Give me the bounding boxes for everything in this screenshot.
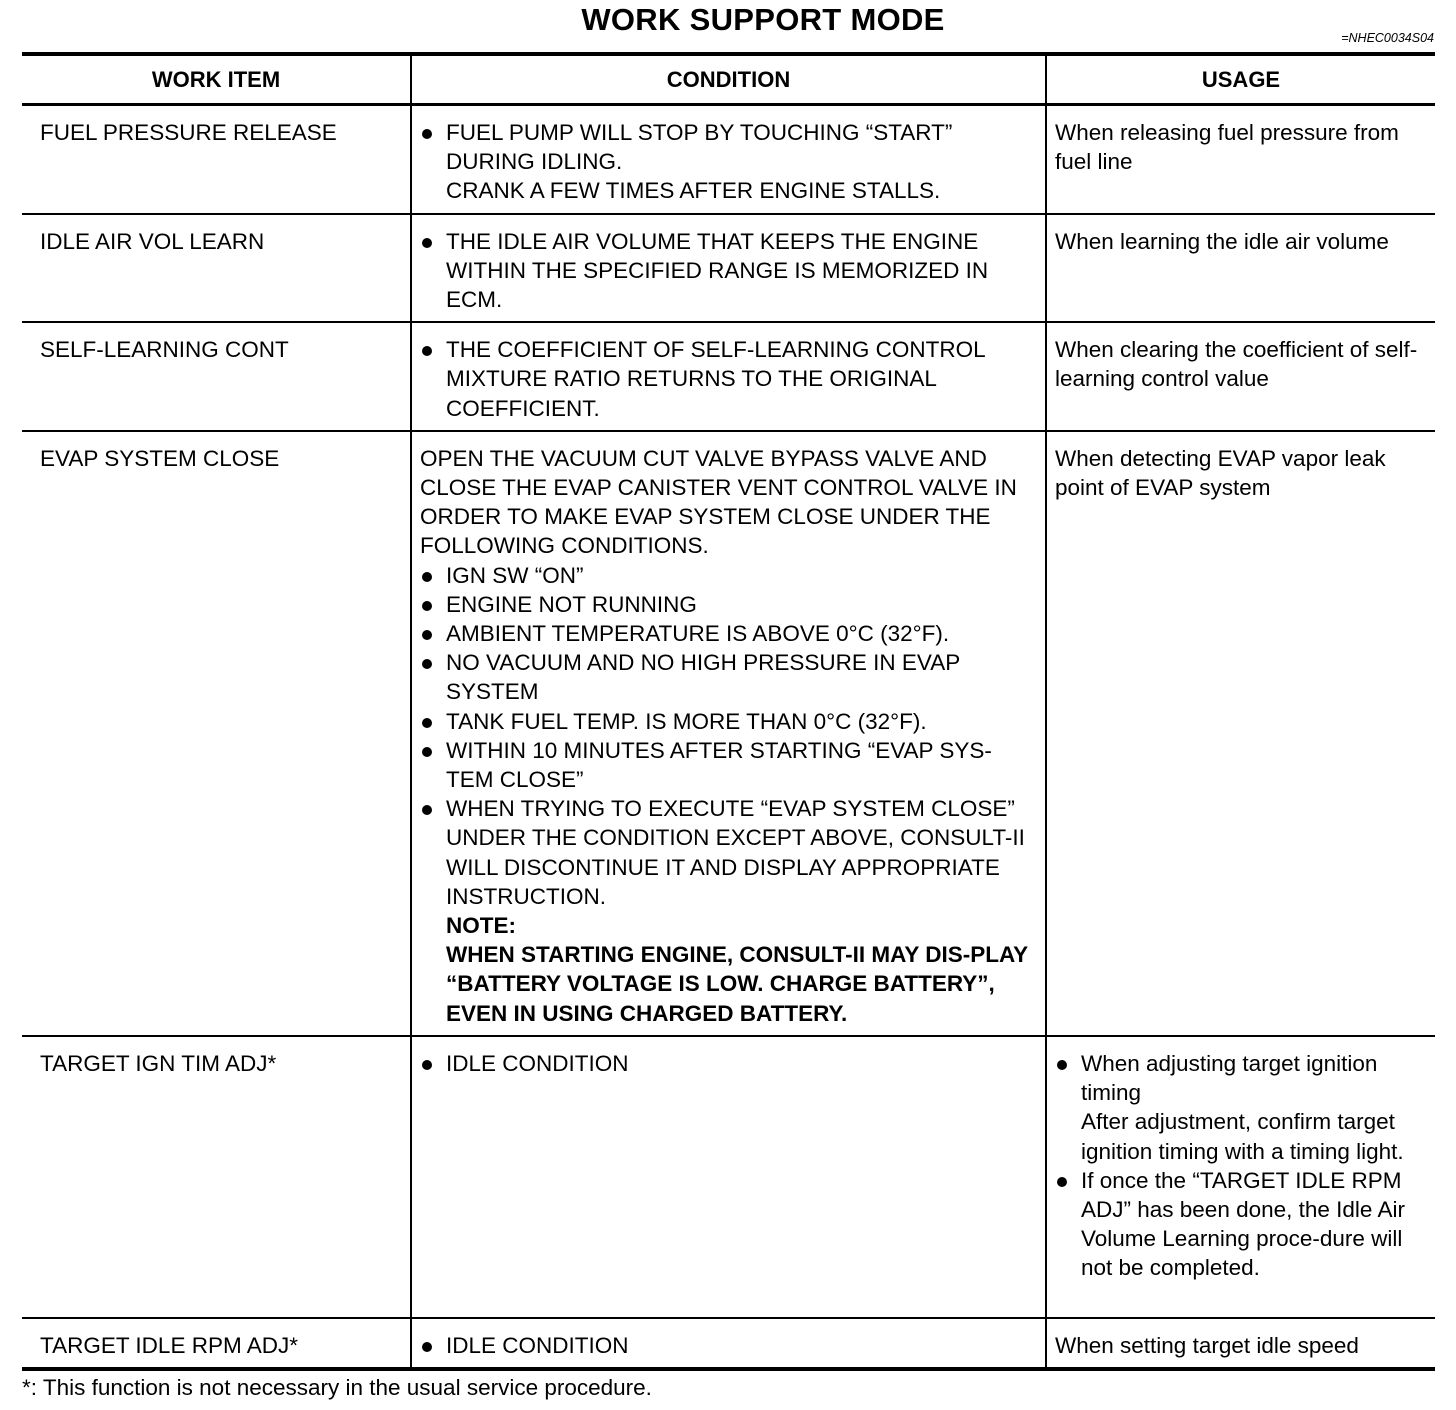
- work-item-cell: TARGET IDLE RPM ADJ*: [22, 1318, 411, 1369]
- condition-bullet: ENGINE NOT RUNNING: [420, 590, 1035, 619]
- usage-cell: When clearing the coefficient of self-learning control value: [1046, 322, 1435, 431]
- usage-cell: When setting target idle speed: [1046, 1318, 1435, 1369]
- condition-cell: [411, 322, 1046, 431]
- work-item-cell: EVAP SYSTEM CLOSE: [22, 431, 411, 1036]
- table-row: [22, 322, 1435, 431]
- page-title: WORK SUPPORT MODE: [581, 2, 945, 37]
- usage-cell: [1046, 1036, 1435, 1318]
- condition-cell: [411, 431, 1046, 1036]
- header-usage: USAGE: [1046, 54, 1435, 105]
- header-condition: CONDITION: [411, 54, 1046, 105]
- condition-intro: OPEN THE VACUUM CUT VALVE BYPASS VALVE AND CLOSE THE EVAP CANISTER VENT CONTROL VALVE IN ORDER TO MAKE EVAP SYSTEM CLOSE UNDER THE FOLLOWING CONDITIONS.: [420, 445, 1017, 559]
- condition-bullet: FUEL PUMP WILL STOP BY TOUCHING “START” DURING IDLING. CRANK A FEW TIMES AFTER ENGINE STALLS.: [420, 118, 1035, 206]
- condition-bullet: WITHIN 10 MINUTES AFTER STARTING “EVAP SYS-TEM CLOSE”: [420, 736, 1035, 794]
- condition-bullet: AMBIENT TEMPERATURE IS ABOVE 0°C (32°F).: [420, 619, 1035, 648]
- condition-bullet: THE IDLE AIR VOLUME THAT KEEPS THE ENGINE WITHIN THE SPECIFIED RANGE IS MEMORIZED IN ECM.: [420, 227, 1035, 315]
- condition-bullet: THE COEFFICIENT OF SELF-LEARNING CONTROL MIXTURE RATIO RETURNS TO THE ORIGINAL COEFFICIENT.: [420, 335, 1035, 423]
- condition-bullet: IDLE CONDITION: [420, 1331, 1035, 1360]
- usage-cell: When detecting EVAP vapor leak point of EVAP system: [1046, 431, 1435, 1036]
- table-row: [22, 431, 1435, 1036]
- condition-bullet: NO VACUUM AND NO HIGH PRESSURE IN EVAP SYSTEM: [420, 648, 1035, 706]
- table-row: [22, 1318, 1435, 1369]
- usage-bullet: When adjusting target ignition timing After adjustment, confirm target ignition timing with a timing light.: [1055, 1049, 1425, 1166]
- work-item-cell: FUEL PRESSURE RELEASE: [22, 105, 411, 214]
- footnote: *: This function is not necessary in the usual service procedure.: [22, 1375, 652, 1400]
- table-row: [22, 1036, 1435, 1318]
- header-work-item: WORK ITEM: [22, 54, 411, 105]
- work-support-table: [22, 52, 1435, 1371]
- note-text: WHEN STARTING ENGINE, CONSULT-II MAY DIS-PLAY “BATTERY VOLTAGE IS LOW. CHARGE BATTERY”, EVEN IN USING CHARGED BATTERY.: [446, 942, 1028, 1026]
- table-row: [22, 214, 1435, 323]
- condition-bullet: IDLE CONDITION: [420, 1049, 1035, 1078]
- condition-bullet: WHEN TRYING TO EXECUTE “EVAP SYSTEM CLOSE” UNDER THE CONDITION EXCEPT ABOVE, CONSULT-II WILL DISCONTINUE IT AND DISPLAY APPROPRIATE INSTRUCTION. NOTE: WHEN STARTING ENGINE, CONSULT-II MAY DIS-PLAY “BATTERY VOLTAGE IS LOW. CHARGE BATTERY”, EVEN IN USING CHARGED BATTERY.: [420, 794, 1035, 1028]
- condition-bullet: IGN SW “ON”: [420, 561, 1035, 590]
- table-header-row: [22, 54, 1435, 105]
- usage-cell: When learning the idle air volume: [1046, 214, 1435, 323]
- condition-cell: [411, 105, 1046, 214]
- usage-bullet: If once the “TARGET IDLE RPM ADJ” has been done, the Idle Air Volume Learning proce-dure will not be completed.: [1055, 1166, 1425, 1283]
- usage-cell: When releasing fuel pressure from fuel line: [1046, 105, 1435, 214]
- condition-cell: [411, 1318, 1046, 1369]
- condition-bullet: TANK FUEL TEMP. IS MORE THAN 0°C (32°F).: [420, 707, 1035, 736]
- work-item-cell: SELF-LEARNING CONT: [22, 322, 411, 431]
- table-row: [22, 105, 1435, 214]
- work-item-cell: TARGET IGN TIM ADJ*: [22, 1036, 411, 1318]
- reference-code: =NHEC0034S04: [1341, 31, 1434, 45]
- condition-cell: [411, 1036, 1046, 1318]
- note-label: NOTE:: [446, 913, 516, 939]
- work-item-cell: IDLE AIR VOL LEARN: [22, 214, 411, 323]
- condition-cell: [411, 214, 1046, 323]
